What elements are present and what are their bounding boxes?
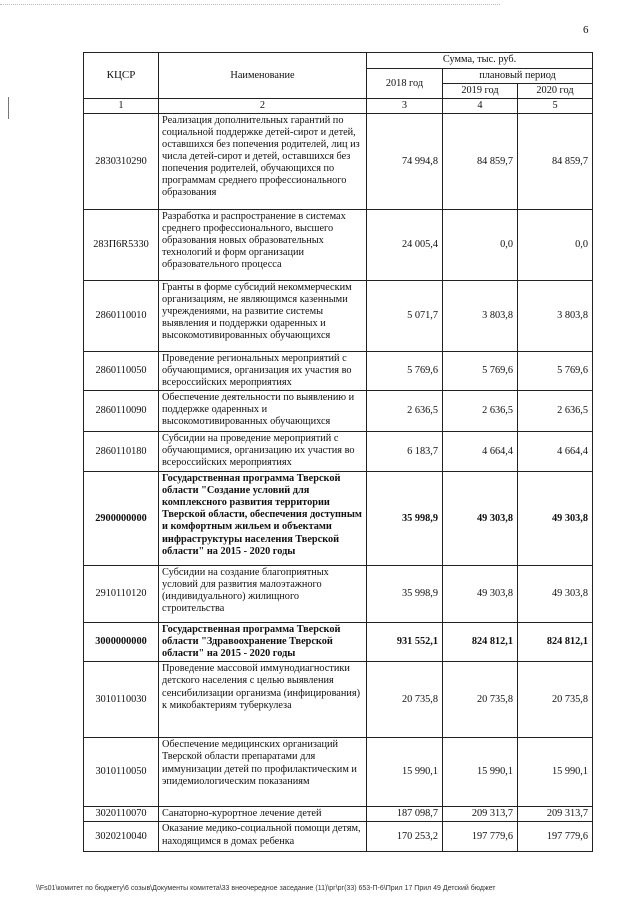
table-row	[84, 432, 593, 472]
name-cell: Реализация дополнительных гарантий по социальной поддержке детей-сирот и детей, оставшихся без попечения родителей, лиц из числа детей-сирот и детей, оставшихся без попечения родителей, обучающихся по программам среднего профессионального образования	[159, 114, 367, 210]
budget-table	[83, 52, 593, 852]
name-cell: Оказание медико-социальной помощи детям, находящимся в домах ребенка	[159, 822, 367, 852]
scan-margin-mark	[8, 97, 9, 119]
kcsr-cell: 3000000000	[84, 623, 159, 662]
amount-2019-cell: 20 735,8	[443, 662, 518, 738]
table-row	[84, 281, 593, 352]
amount-2019-cell: 49 303,8	[443, 566, 518, 623]
amount-2019-cell: 4 664,4	[443, 432, 518, 472]
kcsr-cell: 3010110050	[84, 738, 159, 807]
kcsr-cell: 3020110070	[84, 807, 159, 822]
table-row	[84, 352, 593, 391]
header-sum: Сумма, тыс. руб.	[367, 53, 593, 69]
kcsr-cell: 2910110120	[84, 566, 159, 623]
kcsr-cell: 2860110050	[84, 352, 159, 391]
amount-2020-cell: 209 313,7	[518, 807, 593, 822]
table-row	[84, 210, 593, 281]
kcsr-cell: 2860110010	[84, 281, 159, 352]
index-cell: 1	[84, 99, 159, 114]
table-row	[84, 738, 593, 807]
header-2020: 2020 год	[518, 84, 593, 99]
kcsr-cell: 2860110180	[84, 432, 159, 472]
kcsr-cell: 2830310290	[84, 114, 159, 210]
amount-2019-cell: 84 859,7	[443, 114, 518, 210]
amount-2020-cell: 49 303,8	[518, 472, 593, 566]
amount-2020-cell: 2 636,5	[518, 391, 593, 432]
amount-2020-cell: 49 303,8	[518, 566, 593, 623]
file-path-footer: \\Fs01\комитет по бюджету\6 созыв\Документы комитета\33 внеочередное заседание (11)\рг\рг(33) 653-П-6\Прил 17 Прил 49 Детский бюджет	[36, 885, 496, 892]
amount-2020-cell: 4 664,4	[518, 432, 593, 472]
header-2019: 2019 год	[443, 84, 518, 99]
name-cell: Обеспечение деятельности по выявлению и поддержке одаренных и высокомотивированных обучающихся	[159, 391, 367, 432]
amount-2018-cell: 170 253,2	[367, 822, 443, 852]
amount-2020-cell: 15 990,1	[518, 738, 593, 807]
amount-2020-cell: 824 812,1	[518, 623, 593, 662]
table-row	[84, 472, 593, 566]
amount-2019-cell: 15 990,1	[443, 738, 518, 807]
table-row	[84, 662, 593, 738]
amount-2020-cell: 197 779,6	[518, 822, 593, 852]
index-cell: 4	[443, 99, 518, 114]
name-cell: Проведение региональных мероприятий с обучающимися, организация их участия во всероссийских мероприятиях	[159, 352, 367, 391]
amount-2019-cell: 0,0	[443, 210, 518, 281]
page-number: 6	[583, 24, 589, 36]
amount-2018-cell: 5 769,6	[367, 352, 443, 391]
index-cell: 2	[159, 99, 367, 114]
amount-2018-cell: 20 735,8	[367, 662, 443, 738]
name-cell: Субсидии на проведение мероприятий с обучающимися, организацию их участия во всероссийских мероприятиях	[159, 432, 367, 472]
index-cell: 5	[518, 99, 593, 114]
amount-2020-cell: 84 859,7	[518, 114, 593, 210]
amount-2019-cell: 209 313,7	[443, 807, 518, 822]
amount-2018-cell: 24 005,4	[367, 210, 443, 281]
amount-2019-cell: 824 812,1	[443, 623, 518, 662]
kcsr-cell: 2900000000	[84, 472, 159, 566]
scan-top-line	[0, 4, 500, 5]
name-cell: Гранты в форме субсидий некоммерческим организациям, не являющимся казенными учреждениями, на развитие системы выявления и поддержки одаренных и высокомотивированных обучающихся	[159, 281, 367, 352]
name-cell: Разработка и распространение в системах среднего профессионального, высшего образования новых образовательных технологий и форм организации образовательного процесса	[159, 210, 367, 281]
amount-2018-cell: 35 998,9	[367, 472, 443, 566]
amount-2018-cell: 2 636,5	[367, 391, 443, 432]
amount-2018-cell: 187 098,7	[367, 807, 443, 822]
amount-2019-cell: 2 636,5	[443, 391, 518, 432]
amount-2018-cell: 35 998,9	[367, 566, 443, 623]
table-row	[84, 623, 593, 662]
kcsr-cell: 2860110090	[84, 391, 159, 432]
name-cell: Государственная программа Тверской области "Здравоохранение Тверской области" на 2015 - 2020 годы	[159, 623, 367, 662]
name-cell: Проведение массовой иммунодиагностики детского населения с целью выявления сенсибилизации организма (инфицирования) к микобактериям туберкулеза	[159, 662, 367, 738]
amount-2019-cell: 49 303,8	[443, 472, 518, 566]
amount-2019-cell: 3 803,8	[443, 281, 518, 352]
table-row	[84, 391, 593, 432]
amount-2018-cell: 74 994,8	[367, 114, 443, 210]
name-cell: Санаторно-курортное лечение детей	[159, 807, 367, 822]
amount-2020-cell: 20 735,8	[518, 662, 593, 738]
header-name: Наименование	[159, 53, 367, 99]
table-row	[84, 822, 593, 852]
table-row	[84, 807, 593, 822]
amount-2020-cell: 5 769,6	[518, 352, 593, 391]
name-cell: Обеспечение медицинских организаций Тверской области препаратами для иммунизации детей по профилактическим и эпидемиологическим показаниям	[159, 738, 367, 807]
name-cell: Субсидии на создание благоприятных условий для развития малоэтажного (индивидуального) жилищного строительства	[159, 566, 367, 623]
table-row	[84, 566, 593, 623]
amount-2019-cell: 5 769,6	[443, 352, 518, 391]
kcsr-cell: 283П6R5330	[84, 210, 159, 281]
amount-2019-cell: 197 779,6	[443, 822, 518, 852]
index-cell: 3	[367, 99, 443, 114]
amount-2018-cell: 6 183,7	[367, 432, 443, 472]
name-cell: Государственная программа Тверской области "Создание условий для комплексного развития территории Тверской области, обеспечения доступным и комфортным жильем и объектами инфраструктуры населения Тверской области" на 2015 - 2020 годы	[159, 472, 367, 566]
kcsr-cell: 3020210040	[84, 822, 159, 852]
header-2018: 2018 год	[367, 69, 443, 99]
header-kcsr: КЦСР	[84, 53, 159, 99]
kcsr-cell: 3010110030	[84, 662, 159, 738]
amount-2018-cell: 15 990,1	[367, 738, 443, 807]
amount-2018-cell: 5 071,7	[367, 281, 443, 352]
header-planned-period: плановый период	[443, 69, 593, 84]
table-row	[84, 114, 593, 210]
amount-2020-cell: 0,0	[518, 210, 593, 281]
amount-2020-cell: 3 803,8	[518, 281, 593, 352]
amount-2018-cell: 931 552,1	[367, 623, 443, 662]
